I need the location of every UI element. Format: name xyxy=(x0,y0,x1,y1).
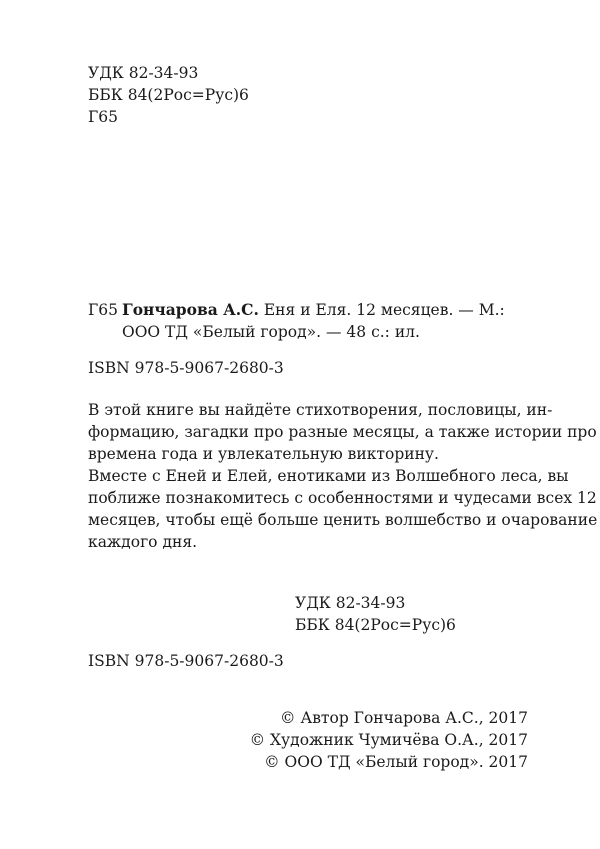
annotation-line: каждого дня. xyxy=(88,533,198,551)
bbk-code-2: ББК 84(2Рос=Рус)6 xyxy=(295,616,456,634)
annotation xyxy=(88,399,598,553)
udk-code: УДК 82-34-93 xyxy=(88,64,199,82)
annotation-line: времена года и увлекательную викторину. xyxy=(88,445,439,463)
author-sign: Г65 xyxy=(88,108,118,126)
udk-code-2: УДК 82-34-93 xyxy=(295,594,406,612)
annotation-paragraph-2 xyxy=(88,465,598,553)
copyright-illustrator: © Художник Чумичёва О.А., 2017 xyxy=(249,731,528,749)
copyright-publisher: © ООО ТД «Белый город». 2017 xyxy=(264,753,528,771)
annotation-line: месяцев, чтобы ещё больше ценить волшебство и очарование xyxy=(88,511,598,529)
bottom-classification-codes xyxy=(295,592,600,636)
annotation-paragraph-1 xyxy=(88,399,597,465)
catalog-entry-line-2 xyxy=(88,321,518,343)
catalog-sign: Г65 xyxy=(88,301,118,319)
catalog-publisher: ООО ТД «Белый город». — 48 с.: ил. xyxy=(122,323,420,341)
annotation-line: В этой книге вы найдёте стихотворения, пословицы, ин- xyxy=(88,401,553,419)
catalog-entry-line-1 xyxy=(88,299,518,321)
isbn-top: ISBN 978-5-9067-2680-3 xyxy=(88,359,284,377)
catalog-entry xyxy=(88,299,518,343)
top-classification-codes xyxy=(88,62,600,128)
bbk-code: ББК 84(2Рос=Рус)6 xyxy=(88,86,249,104)
copyright-author: © Автор Гончарова А.С., 2017 xyxy=(280,709,528,727)
copyright-block xyxy=(250,707,528,773)
isbn-bottom: ISBN 978-5-9067-2680-3 xyxy=(88,652,284,670)
annotation-line: Вместе с Еней и Елей, енотиками из Волшебного леса, вы xyxy=(88,467,569,485)
annotation-line: формацию, загадки про разные месяцы, а также истории про xyxy=(88,423,597,441)
catalog-title: Еня и Еля. 12 месяцев. — М.: xyxy=(258,301,505,319)
catalog-author: Гончарова А.С. xyxy=(122,300,259,319)
annotation-line: поближе познакомитесь с особенностями и чудесами всех 12 xyxy=(88,489,597,507)
